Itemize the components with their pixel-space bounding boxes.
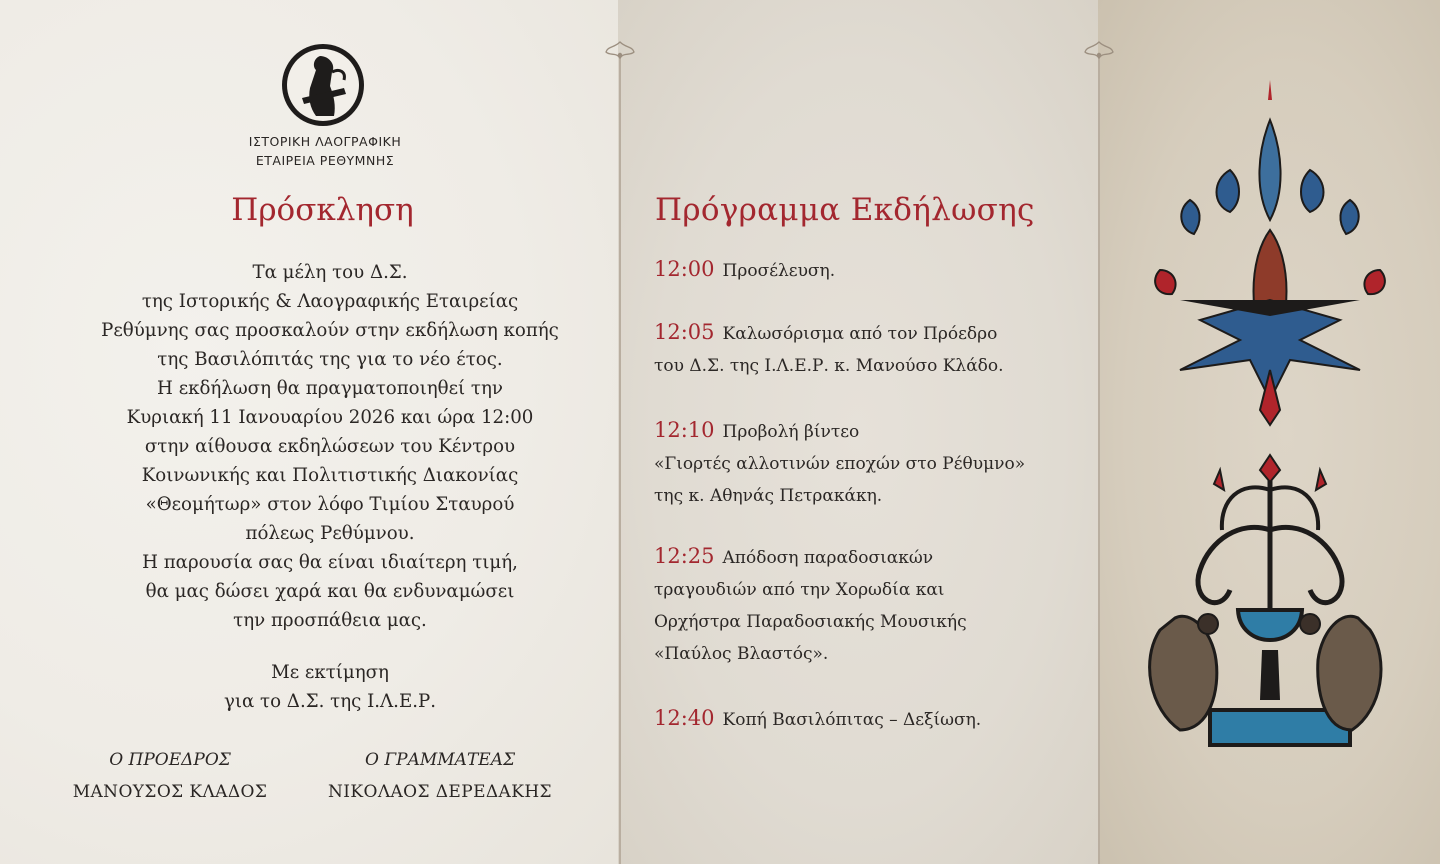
invitation-line: στην αίθουσα εκδηλώσεων του Κέντρου: [144, 436, 516, 457]
invitation-line: Η παρουσία σας θα είναι ιδιαίτερη τιμή,: [142, 552, 518, 573]
program-text: τραγουδιών από την Χορωδία και: [654, 580, 945, 600]
corner-flourish-icon: [602, 38, 638, 72]
president-signature: [55, 750, 285, 802]
invitation-line: Τα μέλη του Δ.Σ.: [252, 262, 408, 283]
invitation-line: της Ιστορικής & Λαογραφικής Εταιρείας: [141, 291, 519, 312]
program-text: Απόδοση παραδοσιακών: [722, 548, 934, 568]
fold-line-right: [1098, 54, 1100, 864]
president-name: ΜΑΝΟΥΣΟΣ ΚΛΑΔΟΣ: [72, 782, 268, 802]
partridge-ornament-icon: [1150, 455, 1381, 745]
program-time: 12:00: [654, 257, 715, 281]
program-time: 12:40: [654, 706, 715, 730]
program-text: Προβολή βίντεο: [722, 422, 860, 442]
program-text: «Γιορτές αλλοτινών εποχών στο Ρέθυμνο»: [654, 454, 1026, 474]
president-role: Ο ΠΡΟΕΔΡΟΣ: [109, 750, 231, 770]
invitation-body: [40, 258, 620, 635]
secretary-signature: [305, 750, 575, 802]
program-item: [654, 414, 1084, 512]
invitation-line: την προσπάθεια μας.: [233, 610, 427, 631]
program-item: [654, 540, 1084, 670]
corner-flourish-icon: [1081, 38, 1117, 72]
program-item: [654, 253, 1084, 287]
program-time: 12:25: [654, 544, 715, 568]
invitation-line: Κυριακή 11 Ιανουαρίου 2026 και ώρα 12:00: [126, 407, 534, 428]
society-logo-icon: [280, 42, 366, 128]
invitation-line: θα μας δώσει χαρά και θα ενδυναμώσει: [145, 581, 515, 602]
society-name-line-1: ΙΣΤΟΡΙΚΗ ΛΑΟΓΡΑΦΙΚΗ: [248, 134, 402, 149]
program-text: Κοπή Βασιλόπιτας – Δεξίωση.: [722, 710, 982, 730]
invitation-title: Πρόσκληση: [231, 192, 414, 228]
secretary-name: ΝΙΚΟΛΑΟΣ ΔΕΡΕΔΑΚΗΣ: [328, 782, 552, 802]
regards-board-line: για το Δ.Σ. της Ι.Λ.Ε.Ρ.: [223, 691, 437, 712]
program-title: Πρόγραμμα Εκδήλωσης: [655, 192, 1035, 228]
program-text: του Δ.Σ. της Ι.Λ.Ε.Ρ. κ. Μανούσο Κλάδο.: [654, 356, 1004, 376]
regards-line: Με εκτίμηση: [271, 662, 389, 683]
program-text: Ορχήστρα Παραδοσιακής Μουσικής: [654, 612, 967, 632]
society-name-line-2: ΕΤΑΙΡΕΙΑ ΡΕΘΥΜΝΗΣ: [255, 153, 395, 168]
invitation-line: πόλεως Ρεθύμνου.: [245, 523, 415, 544]
program-time: 12:05: [654, 320, 715, 344]
program-item: [654, 316, 1084, 382]
program-text: «Παύλος Βλαστός».: [654, 644, 829, 664]
program-text: της κ. Αθηνάς Πετρακάκη.: [654, 486, 883, 506]
secretary-role: Ο ΓΡΑΜΜΑΤΕΑΣ: [365, 750, 515, 770]
invitation-line: Ρεθύμνης σας προσκαλούν στην εκδήλωση κοπής: [101, 320, 559, 341]
regards-block: [40, 658, 620, 716]
invitation-line: «Θεομήτωρ» στον λόφο Τιμίου Σταυρού: [145, 494, 515, 515]
floral-ornament-icon: [1120, 70, 1420, 770]
invitation-line: της Βασιλόπιτάς της για το νέο έτος.: [157, 349, 503, 370]
program-text: Καλωσόρισμα από τον Πρόεδρο: [722, 324, 998, 344]
program-item: [654, 702, 1084, 736]
floral-ornament-icon: [1155, 80, 1385, 425]
program-time: 12:10: [654, 418, 715, 442]
invitation-line: Η εκδήλωση θα πραγματοποιηθεί την: [157, 378, 503, 399]
invitation-line: Κοινωνικής και Πολιτιστικής Διακονίας: [141, 465, 519, 486]
program-text: Προσέλευση.: [722, 261, 836, 281]
